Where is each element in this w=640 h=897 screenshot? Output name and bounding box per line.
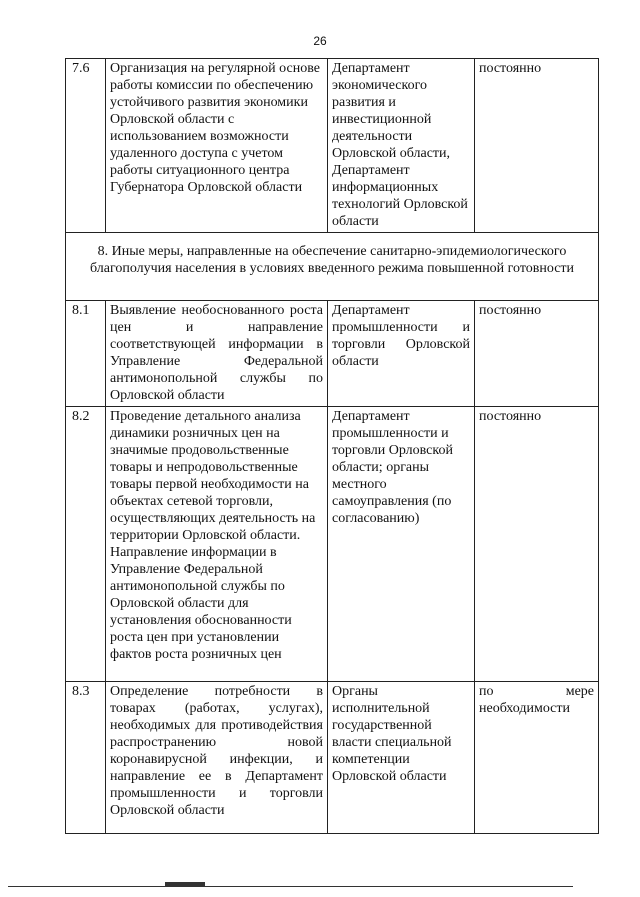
measure-text: Определение потребности в товарах (работах, услугах), необходимых для противодействия распространению новой коронавирусной инфекции, и направление ее в Департамент промышленности и торговли Орловской области xyxy=(106,682,328,834)
table-row xyxy=(66,59,599,233)
table-row xyxy=(66,301,599,407)
term-text: по мере необходимости xyxy=(475,682,599,834)
section-heading-row xyxy=(66,233,599,301)
term-text: постоянно xyxy=(475,407,599,682)
term-text: постоянно xyxy=(475,59,599,233)
measures-table xyxy=(65,58,599,834)
row-number: 8.1 xyxy=(66,301,106,407)
term-text: постоянно xyxy=(475,301,599,407)
table-row xyxy=(66,682,599,834)
footer-divider xyxy=(8,886,573,887)
responsible-text: Департамент промышленности и торговли Орловской области xyxy=(328,301,475,407)
responsible-text: Департамент промышленности и торговли Орловской области; органы местного самоуправления (по согласованию) xyxy=(328,407,475,682)
row-number: 7.6 xyxy=(66,59,106,233)
responsible-text: Департамент экономического развития и инвестиционной деятельности Орловской области, Департамент информационных технологий Орловской области xyxy=(328,59,475,233)
table-row xyxy=(66,407,599,682)
row-number: 8.3 xyxy=(66,682,106,834)
measure-text: Проведение детального анализа динамики розничных цен на значимые продовольственные товары и непродовольственные товары первой необходимости на объектах сетевой торговли, осуществляющих деятельность на территории Орловской области. Направление информации в Управление Федеральной антимонопольной службы по Орловской области для установления обоснованности роста цен при установлении фактов роста розничных цен xyxy=(106,407,328,682)
section-8-title: 8. Иные меры, направленные на обеспечение санитарно-эпидемиологического благополучия населения в условиях введенного режима повышенной готовности xyxy=(66,233,599,301)
measure-text: Выявление необоснованного роста цен и направление соответствующей информации в Управление Федеральной антимонопольной службы по Орловской области xyxy=(106,301,328,407)
page-number: 26 xyxy=(313,34,327,48)
row-number: 8.2 xyxy=(66,407,106,682)
footer-mark xyxy=(165,882,205,886)
measure-text: Организация на регулярной основе работы комиссии по обеспечению устойчивого развития экономики Орловской области с использованием возможности удаленного доступа с учетом работы ситуационного центра Губернатора Орловской области xyxy=(106,59,328,233)
responsible-text: Органы исполнительной государственной власти специальной компетенции Орловской области xyxy=(328,682,475,834)
